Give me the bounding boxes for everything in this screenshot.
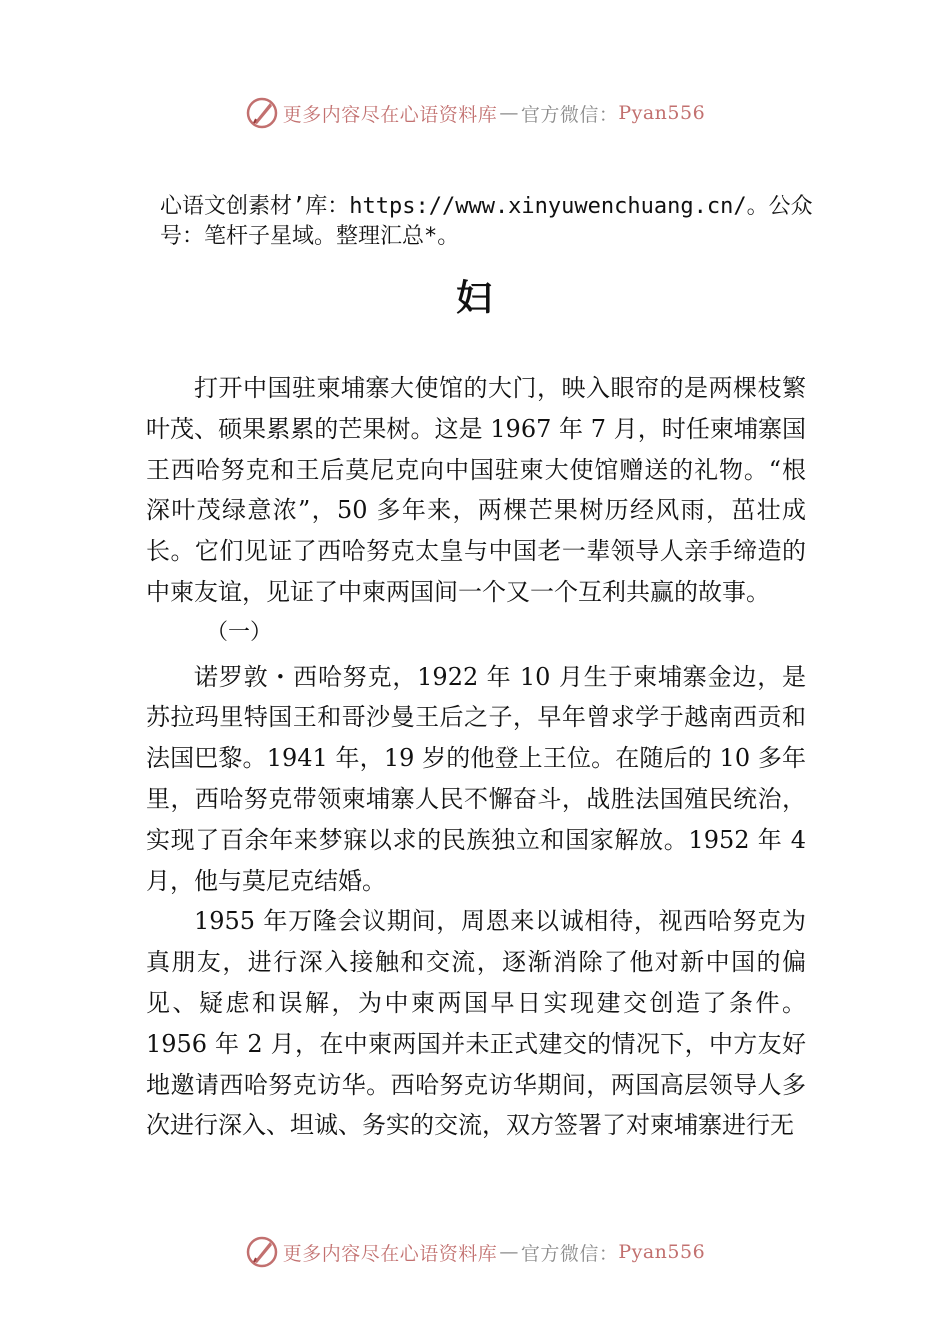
paragraph: 诺罗敦・西哈努克，1922 年 10 月生于柬埔寨金边，是苏拉玛里特国王和哥沙曼王后之子，早年曾求学于越南西贡和法国巴黎。1941 年，19 岁的他登上王位。在随后的 10 多年里，西哈努克带领柬埔寨人民不懈奋斗，战胜法国殖民统治，实现了百余年来梦寐以求的民族独立和国家解放。1952 年 4 月，他与莫尼克结婚。: [146, 662, 806, 895]
banner-contact-label: 官方微信：: [520, 103, 619, 126]
banner-wechat-id: Pyan556: [618, 102, 706, 124]
paragraph: 1955 年万隆会议期间，周恩来以诚相待，视西哈努克为真朋友，进行深入接触和交流，逐渐消除了他对新中国的偏见、疑虑和误解，为中柬两国早日实现建交创造了条件。1956 年 2 月，在中柬两国并未正式建交的情况下，中方友好地邀请西哈努克访华。西哈努克访华期间，两国高层领导人多次进行深入、坦诚、务实的交流，双方签署了对柬埔寨进行无: [146, 907, 806, 1140]
article-body: [146, 368, 806, 1146]
section-label: （一）: [206, 619, 273, 645]
quill-pen-logo-icon: [245, 96, 279, 130]
banner-wechat-id: Pyan556: [618, 1241, 706, 1263]
banner-contact-label: 官方微信：: [520, 1242, 619, 1265]
page-title: 妇: [455, 277, 494, 319]
banner-dash: —: [499, 102, 519, 124]
banner-dash: —: [499, 1241, 519, 1263]
banner-main-text: 更多内容尽在心语资料库: [282, 1242, 498, 1265]
paragraph: 打开中国驻柬埔寨大使馆的大门，映入眼帘的是两棵枝繁叶茂、硕果累累的芒果树。这是 1967 年 7 月，时任柬埔寨国王西哈努克和王后莫尼克向中国驻柬大使馆赠送的礼物。“根深叶茂绿意浓”，50 多年来，两棵芒果树历经风雨，茁壮成长。它们见证了西哈努克太皇与中国老一辈领导人亲手缔造的中柬友谊，见证了中柬两国间一个又一个互利共赢的故事。: [146, 374, 806, 606]
source-note-text: 心语文创素材’库：https://www.xinyuwenchuang.cn/。公众号：笔杆子星域。整理汇总*。: [160, 194, 813, 249]
header-banner: [0, 93, 950, 133]
banner-main-text: 更多内容尽在心语资料库: [282, 103, 498, 126]
source-note: [160, 192, 828, 252]
quill-pen-logo-icon: [245, 1235, 279, 1269]
footer-banner: [0, 1232, 950, 1272]
